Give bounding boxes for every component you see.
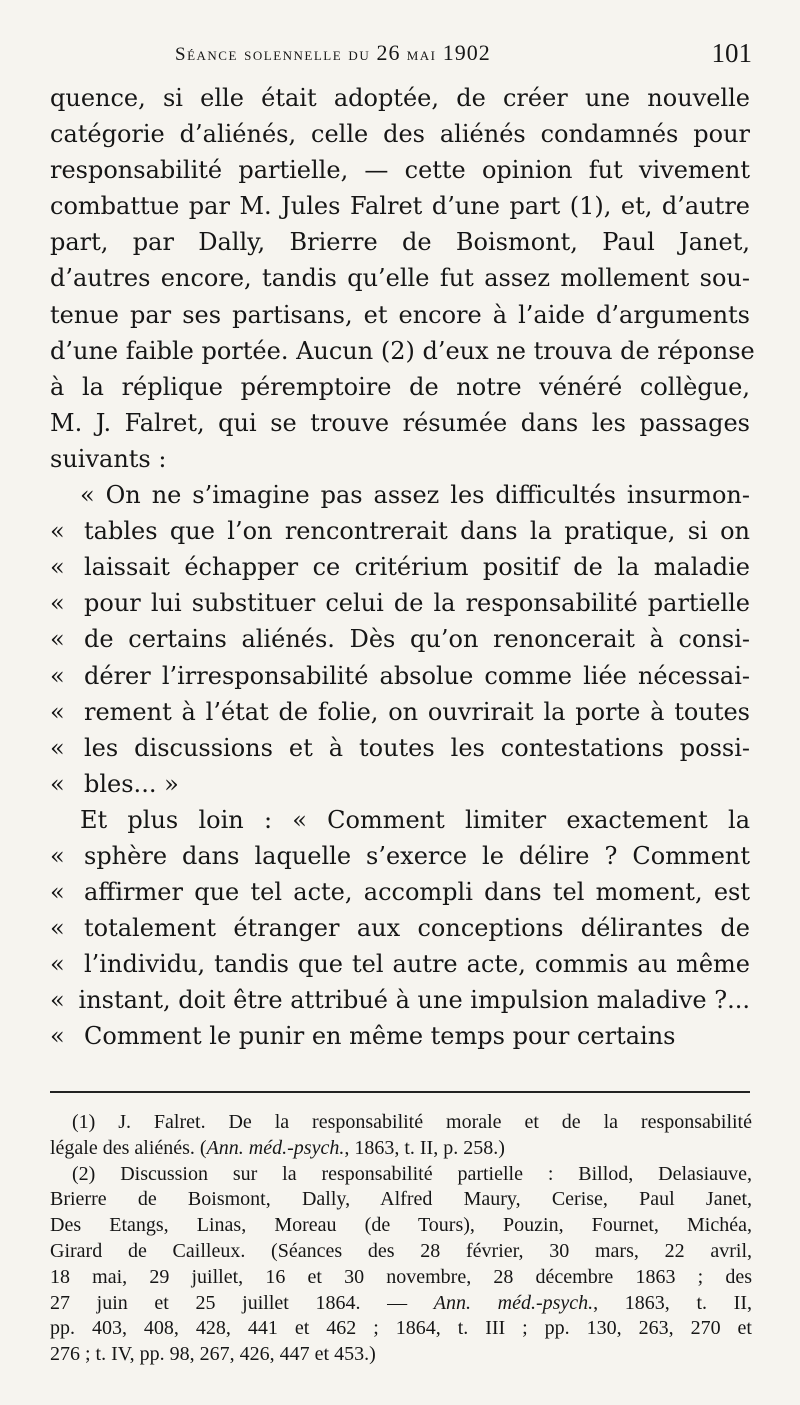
footnote-line: [50, 1162, 752, 1188]
quote-mark: «: [50, 986, 65, 1015]
footnote-line: [50, 1239, 752, 1265]
page-number: 101: [711, 38, 752, 68]
footnote-text: Brierre de Boismont, Dally, Alfred Maury, Cerise, Paul Janet,: [50, 1188, 752, 1211]
text-line: suivants :: [50, 444, 167, 473]
quote-text: laissait échapper ce critérium positif de la maladie: [84, 553, 750, 582]
paragraph: [50, 80, 755, 477]
quote-mark: «: [50, 841, 65, 870]
footnote-text: légale des aliénés. (: [50, 1136, 207, 1159]
quote-line: [50, 766, 750, 802]
footnote-text: Des Etangs, Linas, Moreau (de Tours), Pouzin, Fournet, Michéa,: [50, 1214, 752, 1237]
quote-mark: «: [50, 878, 65, 907]
footnote-1: [50, 1110, 752, 1162]
footnote-line: [50, 1316, 752, 1342]
footnote-line: [50, 1265, 752, 1291]
footnote-text: 18 mai, 29 juillet, 16 et 30 novembre, 28 décembre 1863 ; des: [50, 1265, 752, 1288]
footnote-separator: [50, 1091, 750, 1093]
quote-line: [50, 874, 750, 910]
quote-opening-line: « On ne s’imagine pas assez les difficultés insurmon-: [80, 481, 750, 510]
running-head-year: 1902: [442, 40, 491, 65]
quote-line: [50, 910, 750, 946]
running-head-month: mai: [400, 44, 443, 65]
text-line: part, par Dally, Brierre de Boismont, Paul Janet,: [50, 228, 750, 257]
quote-line: [50, 838, 750, 874]
quote-line: [50, 549, 750, 585]
quote-mark: «: [50, 661, 65, 690]
quote-mark: «: [50, 697, 65, 726]
quote-mark: «: [50, 914, 65, 943]
footnote-text: (2) Discussion sur la responsabilité partielle : Billod, Delasiauve,: [72, 1162, 752, 1185]
text-line: responsabilité partielle, — cette opinion fut vivement: [50, 156, 750, 185]
text-line: combattue par M. Jules Falret d’une part (1), et, d’autre: [50, 192, 750, 221]
footnote-line: [50, 1187, 752, 1213]
quote-line: [50, 730, 750, 766]
quote-text: les discussions et à toutes les contestations possi-: [84, 733, 750, 762]
quote-text: Comment le punir en même temps pour certains: [84, 1022, 676, 1051]
running-head: [175, 40, 491, 66]
quote-mark: «: [50, 1022, 65, 1051]
text-line: d’autres encore, tandis qu’elle fut assez mollement sou-: [50, 264, 750, 293]
quote-mark: «: [50, 733, 65, 762]
footnote-text: , 1863, t. II,: [593, 1291, 752, 1314]
quote-opening-line: Et plus loin : « Comment limiter exactement la: [80, 805, 750, 834]
quote-line: [50, 621, 750, 657]
quotation-block-1: [50, 477, 750, 802]
footnote-line: [50, 1342, 752, 1368]
footnote-line: [50, 1291, 752, 1317]
text-line: tenue par ses partisans, et encore à l’aide d’arguments: [50, 300, 750, 329]
quote-line: [50, 585, 750, 621]
quote-text: instant, doit être attribué à une impulsion maladive ?...: [78, 986, 750, 1015]
quote-text: sphère dans laquelle s’exerce le délire ? Comment: [84, 841, 750, 870]
text-line: à la réplique péremptoire de notre vénéré collègue,: [50, 372, 750, 401]
text-line: d’une faible portée. Aucun (2) d’eux ne trouva de réponse: [50, 336, 755, 365]
footnote-text: 27 juin et 25 juillet 1864. —: [50, 1291, 434, 1314]
journal-title: Ann. méd.-psych.: [206, 1136, 345, 1159]
footnote-2: [50, 1162, 752, 1368]
quote-text: totalement étranger aux conceptions délirantes de: [84, 914, 750, 943]
quote-text: bles... »: [84, 769, 179, 798]
footnote-text: (1) J. Falret. De la responsabilité morale et de la responsabilité: [72, 1111, 752, 1133]
journal-title: Ann. méd.-psych.: [433, 1291, 594, 1314]
quote-text: dérer l’irresponsabilité absolue comme liée nécessai-: [84, 661, 750, 690]
quote-line: [50, 513, 750, 549]
quote-mark: «: [50, 517, 65, 546]
page-header: [175, 36, 752, 76]
quote-text: tables que l’on rencontrerait dans la pratique, si on: [84, 517, 750, 546]
quote-text: l’individu, tandis que tel autre acte, commis au même: [84, 950, 750, 979]
quote-mark: «: [50, 553, 65, 582]
quote-text: rement à l’état de folie, on ouvrirait la porte à toutes: [84, 697, 750, 726]
quote-mark: «: [50, 769, 65, 798]
quote-mark: «: [50, 950, 65, 979]
footnote-line: [50, 1110, 752, 1136]
text-line: quence, si elle était adoptée, de créer une nouvelle: [50, 84, 750, 112]
quote-mark: «: [50, 589, 65, 618]
quote-text: pour lui substituer celui de la responsabilité partielle: [84, 589, 750, 618]
footnote-text: pp. 403, 408, 428, 441 et 462 ; 1864, t. III ; pp. 130, 263, 270 et: [50, 1317, 752, 1340]
quotation-block-2: [50, 802, 750, 1055]
quote-line: [50, 982, 750, 1018]
quote-text: affirmer que tel acte, accompli dans tel moment, est: [84, 878, 750, 907]
quote-text: de certains aliénés. Dès qu’on renoncerait à consi-: [84, 625, 750, 654]
footnote-text: 276 ; t. IV, pp. 98, 267, 426, 447 et 453.): [50, 1343, 376, 1366]
running-head-day: 26: [376, 40, 401, 65]
quote-line: [50, 694, 750, 730]
footnote-line: [50, 1213, 752, 1239]
running-head-title: Séance solennelle du: [175, 44, 377, 65]
quote-line: [50, 658, 750, 694]
footnote-line: [50, 1136, 752, 1162]
quote-mark: «: [50, 625, 65, 654]
quote-line: [50, 946, 750, 982]
main-text: [50, 80, 755, 1055]
text-line: catégorie d’aliénés, celle des aliénés condamnés pour: [50, 120, 750, 149]
footnote-text: Girard de Cailleux. (Séances des 28 février, 30 mars, 22 avril,: [50, 1239, 752, 1262]
quote-line: [50, 1018, 750, 1054]
text-line: M. J. Falret, qui se trouve résumée dans les passages: [50, 408, 750, 437]
footnote-text: , 1863, t. II, p. 258.): [344, 1136, 505, 1159]
footnotes: [50, 1110, 752, 1368]
